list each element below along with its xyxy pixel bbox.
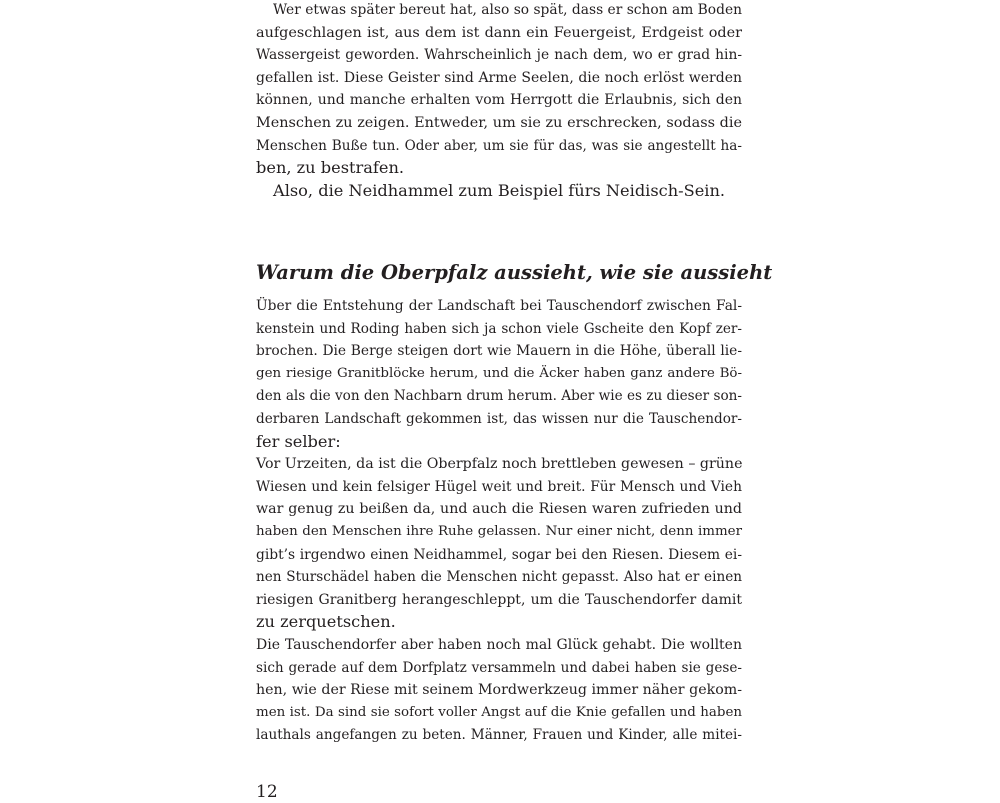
text-line: nen Sturschädel haben die Menschen nicht gepasst. Also hat er einen (256, 569, 742, 586)
page-number: 12 (256, 782, 278, 802)
text-line: fer selber: (256, 431, 341, 451)
text-line: derbaren Landschaft gekommen ist, das wissen nur die Tauschendor- (256, 410, 742, 427)
top-paragraph (256, 0, 742, 202)
text-line: sich gerade auf dem Dorfplatz versammeln und dabei haben sie gese- (256, 659, 742, 676)
text-line: gen riesige Granitblöcke herum, und die Äcker haben ganz andere Bö- (256, 365, 742, 381)
text-line: kenstein und Roding haben sich ja schon viele Gscheite den Kopf zer- (256, 320, 742, 337)
text-line: Menschen Buße tun. Oder aber, um sie für das, was sie angestellt ha- (256, 137, 742, 154)
text-line: den als die von den Nachbarn drum herum. Aber wie es zu dieser son- (256, 388, 743, 405)
text-line: Wer etwas später bereut hat, also so spät, dass er schon am Boden (273, 2, 742, 18)
text-line: hen, wie der Riese mit seinem Mordwerkzeug immer näher gekom- (256, 682, 742, 699)
text-line: haben den Menschen ihre Ruhe gelassen. Nur einer nicht, denn immer (256, 523, 742, 539)
section-title: Warum die Oberpfalz aussieht, wie sie aussieht (256, 261, 773, 284)
text-line: aufgeschlagen ist, aus dem ist dann ein Feuergeist, Erdgeist oder (256, 24, 742, 41)
text-line: ben, zu bestrafen. (256, 158, 405, 178)
text-line: Über die Entstehung der Landschaft bei Tauschendorf zwischen Fal- (256, 298, 742, 314)
text-line: war genug zu beißen da, und auch die Riesen waren zufrieden und (256, 501, 742, 518)
text-line: Wassergeist geworden. Wahrscheinlich je nach dem, wo er grad hin- (256, 47, 742, 64)
text-line: Vor Urzeiten, da ist die Oberpfalz noch brettleben gewesen – grüne (256, 456, 743, 473)
closing-line: Also, die Neidhammel zum Beispiel fürs Neidisch-Sein. (273, 180, 726, 200)
text-line: Menschen zu zeigen. Entweder, um sie zu erschrecken, sodass die (256, 114, 742, 131)
text-line: brochen. Die Berge steigen dort wie Mauern in die Höhe, überall lie- (256, 343, 742, 360)
text-line: können, und manche erhalten vom Herrgott die Erlaubnis, sich den (256, 92, 742, 109)
text-line: gefallen ist. Diese Geister sind Arme Seelen, die noch erlöst werden (256, 69, 742, 86)
text-line: zu zerquetschen. (256, 612, 396, 632)
text-line: men ist. Da sind sie sofort voller Angst auf die Knie gefallen und haben (256, 704, 742, 720)
text-line: gibt’s irgendwo einen Neidhammel, sogar bei den Riesen. Diesem ei- (256, 546, 742, 563)
section-body (256, 295, 742, 747)
text-line: Die Tauschendorfer aber haben noch mal Glück gehabt. Die wollten (256, 636, 742, 653)
text-line: lauthals angefangen zu beten. Männer, Frauen und Kinder, alle mitei- (256, 727, 742, 744)
text-line: Wiesen und kein felsiger Hügel weit und breit. Für Mensch und Vieh (256, 478, 742, 495)
text-line: riesigen Granitberg herangeschleppt, um die Tauschendorfer damit (256, 591, 742, 608)
